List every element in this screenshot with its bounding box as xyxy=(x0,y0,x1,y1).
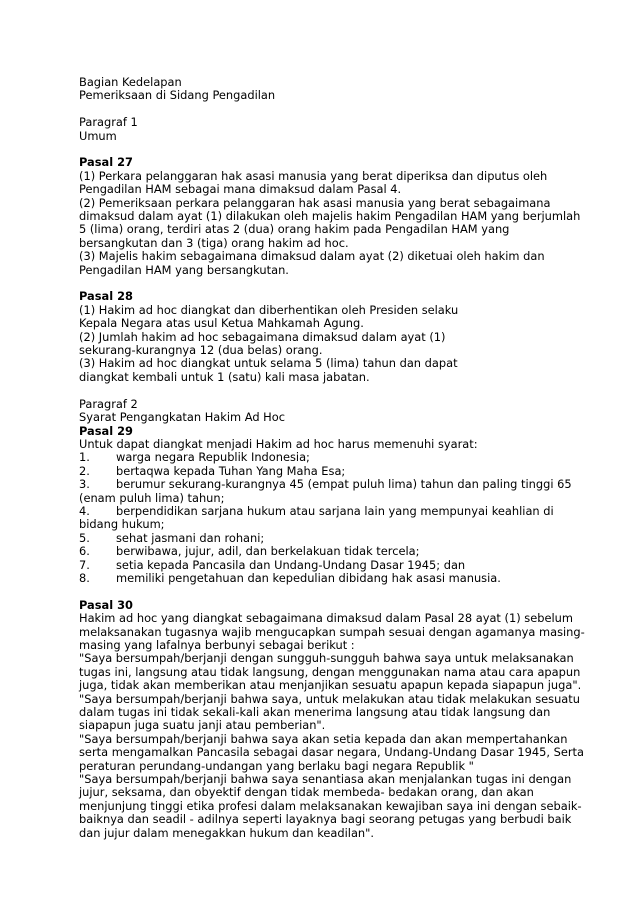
pasal-30-line: "Saya bersumpah/berjanji bahwa saya akan setia kepada dan akan mempertahankan xyxy=(79,731,568,746)
pasal-30-body xyxy=(79,611,585,840)
pasal-29-list xyxy=(79,451,579,585)
list-item-text: warga negara Republik Indonesia; xyxy=(116,450,310,465)
list-item-number: 8. xyxy=(79,570,90,585)
pasal-30-line: "Saya bersumpah/berjanji dengan sungguh-sungguh bahwa saya untuk melaksanakan xyxy=(79,651,574,666)
paragraf-2-label: Paragraf 2 xyxy=(79,396,138,411)
list-item xyxy=(79,545,579,558)
pasal-28-line: (1) Hakim ad hoc diangkat dan diberhentikan oleh Presiden selaku xyxy=(79,302,459,317)
list-item-text: berwibawa, jujur, adil, dan berkelakuan tidak tercela; xyxy=(116,544,420,559)
pasal-30-line: dalam tugas ini tidak sekali-kali akan menerima langsung atau tidak langsung dan xyxy=(79,705,551,720)
pasal-30-line: jujur, seksama, dan obyektif dengan tidak membeda- bedakan orang, dan akan xyxy=(79,785,534,800)
list-item-text: bertaqwa kepada Tuhan Yang Maha Esa; xyxy=(116,463,346,478)
pasal-28-line: Kepala Negara atas usul Ketua Mahkamah Agung. xyxy=(79,316,364,331)
pasal-30-line: menjunjung tinggi etika profesi dalam melaksanakan kewajiban saya ini dengan sebaik- xyxy=(79,798,582,813)
pasal-30-line: baiknya dan seadil - adilnya seperti layaknya bagi seorang petugas yang berbudi baik xyxy=(79,812,572,827)
pasal-30-line: melaksanakan tugasnya wajib mengucapkan sumpah sesuai dengan agamanya masing- xyxy=(79,624,585,639)
paragraf-2-title: Syarat Pengangkatan Hakim Ad Hoc xyxy=(79,410,285,425)
paragraf-1-title: Umum xyxy=(79,128,117,143)
paragraf-1-label: Paragraf 1 xyxy=(79,115,138,130)
list-item xyxy=(79,572,579,585)
list-item-continuation xyxy=(79,518,579,531)
list-item-number: 2. xyxy=(79,463,90,478)
pasal-30-line: Hakim ad hoc yang diangkat sebagaimana dimaksud dalam Pasal 28 ayat (1) sebelum xyxy=(79,611,573,626)
list-item-number: 6. xyxy=(79,544,90,559)
list-item-continuation xyxy=(79,492,579,505)
pasal-27-line: (3) Majelis hakim sebagaimana dimaksud dalam ayat (2) diketuai oleh hakim dan xyxy=(79,249,545,264)
pasal-30-line: "Saya bersumpah/berjanji bahwa saya senantiasa akan menjalankan tugas ini dengan xyxy=(79,772,572,787)
pasal-27-line: dimaksud dalam ayat (1) dilakukan oleh majelis hakim Pengadilan HAM yang berjumlah xyxy=(79,209,581,224)
list-item-text: sehat jasmani dan rohani; xyxy=(116,530,265,545)
pasal-28-line: sekurang-kurangnya 12 (dua belas) orang. xyxy=(79,343,323,358)
pasal-28-line: (2) Jumlah hakim ad hoc sebagaimana dimaksud dalam ayat (1) xyxy=(79,329,446,344)
list-item-text: memiliki pengetahuan dan kepedulian dibidang hak asasi manusia. xyxy=(116,570,501,585)
list-item-text: (enam puluh lima) tahun; xyxy=(79,490,225,505)
list-item xyxy=(79,505,579,518)
pasal-27-line: (2) Pemeriksaan perkara pelanggaran hak asasi manusia yang berat sebagaimana xyxy=(79,195,551,210)
list-item-text: setia kepada Pancasila dan Undang-Undang Dasar 1945; dan xyxy=(116,557,466,572)
pasal-27-line: Pengadilan HAM yang bersangkutan. xyxy=(79,262,289,277)
list-item xyxy=(79,532,579,545)
pasal-30-line: masing yang lafalnya berbunyi sebagai berikut : xyxy=(79,637,355,652)
bagian-title: Pemeriksaan di Sidang Pengadilan xyxy=(79,88,276,103)
pasal-30-line: dan jujur dalam menegakkan hukum dan keadilan". xyxy=(79,825,375,840)
pasal-30-line: juga, tidak akan memberikan atau menjanjikan sesuatu apapun kepada siapapun juga". xyxy=(79,678,582,693)
pasal-28-line: diangkat kembali untuk 1 (satu) kali masa jabatan. xyxy=(79,369,370,384)
list-item-text: berumur sekurang-kurangnya 45 (empat puluh lima) tahun dan paling tinggi 65 xyxy=(116,477,572,492)
list-item xyxy=(79,559,579,572)
pasal-27-body xyxy=(79,170,579,277)
list-item-number: 1. xyxy=(79,450,90,465)
pasal-27-line: 5 (lima) orang, terdiri atas 2 (dua) orang hakim pada Pengadilan HAM yang xyxy=(79,222,510,237)
pasal-28-line: (3) Hakim ad hoc diangkat untuk selama 5 (lima) tahun dan dapat xyxy=(79,356,458,371)
pasal-30-line: "Saya bersumpah/berjanji bahwa saya, untuk melakukan atau tidak melakukan sesuatu xyxy=(79,691,580,706)
list-item-number: 7. xyxy=(79,557,90,572)
pasal-27-title: Pasal 27 xyxy=(79,155,133,170)
list-item xyxy=(79,478,579,491)
pasal-30-line: siapapun juga suatu janji atau pemberian". xyxy=(79,718,326,733)
pasal-30-line: serta mengamalkan Pancasila sebagai dasar negara, Undang-Undang Dasar 1945, Serta xyxy=(79,745,584,760)
pasal-29-title: Pasal 29 xyxy=(79,423,133,438)
pasal-29-intro: Untuk dapat diangkat menjadi Hakim ad hoc harus memenuhi syarat: xyxy=(79,436,478,451)
pasal-28-title: Pasal 28 xyxy=(79,289,133,304)
document-page xyxy=(79,75,585,840)
bagian-label: Bagian Kedelapan xyxy=(79,75,182,89)
pasal-27-line: bersangkutan dan 3 (tiga) orang hakim ad hoc. xyxy=(79,235,349,250)
list-item-text: bidang hukum; xyxy=(79,517,165,532)
list-item-number: 4. xyxy=(79,503,90,518)
list-item xyxy=(79,465,579,478)
pasal-27-line: Pengadilan HAM sebagai mana dimaksud dalam Pasal 4. xyxy=(79,182,402,197)
pasal-30-title: Pasal 30 xyxy=(79,597,133,612)
list-item xyxy=(79,451,579,464)
pasal-28-body xyxy=(79,304,579,384)
list-item-number: 5. xyxy=(79,530,90,545)
pasal-30-line: tugas ini, langsung atau tidak langsung, dengan menggunakan nama atau cara apapun xyxy=(79,664,581,679)
pasal-30-line: peraturan perundang-undangan yang berlaku bagi negara Republik " xyxy=(79,758,474,773)
pasal-27-line: (1) Perkara pelanggaran hak asasi manusia yang berat diperiksa dan diputus oleh xyxy=(79,168,548,183)
list-item-number: 3. xyxy=(79,477,90,492)
list-item-text: berpendidikan sarjana hukum atau sarjana lain yang mempunyai keahlian di xyxy=(116,503,554,518)
